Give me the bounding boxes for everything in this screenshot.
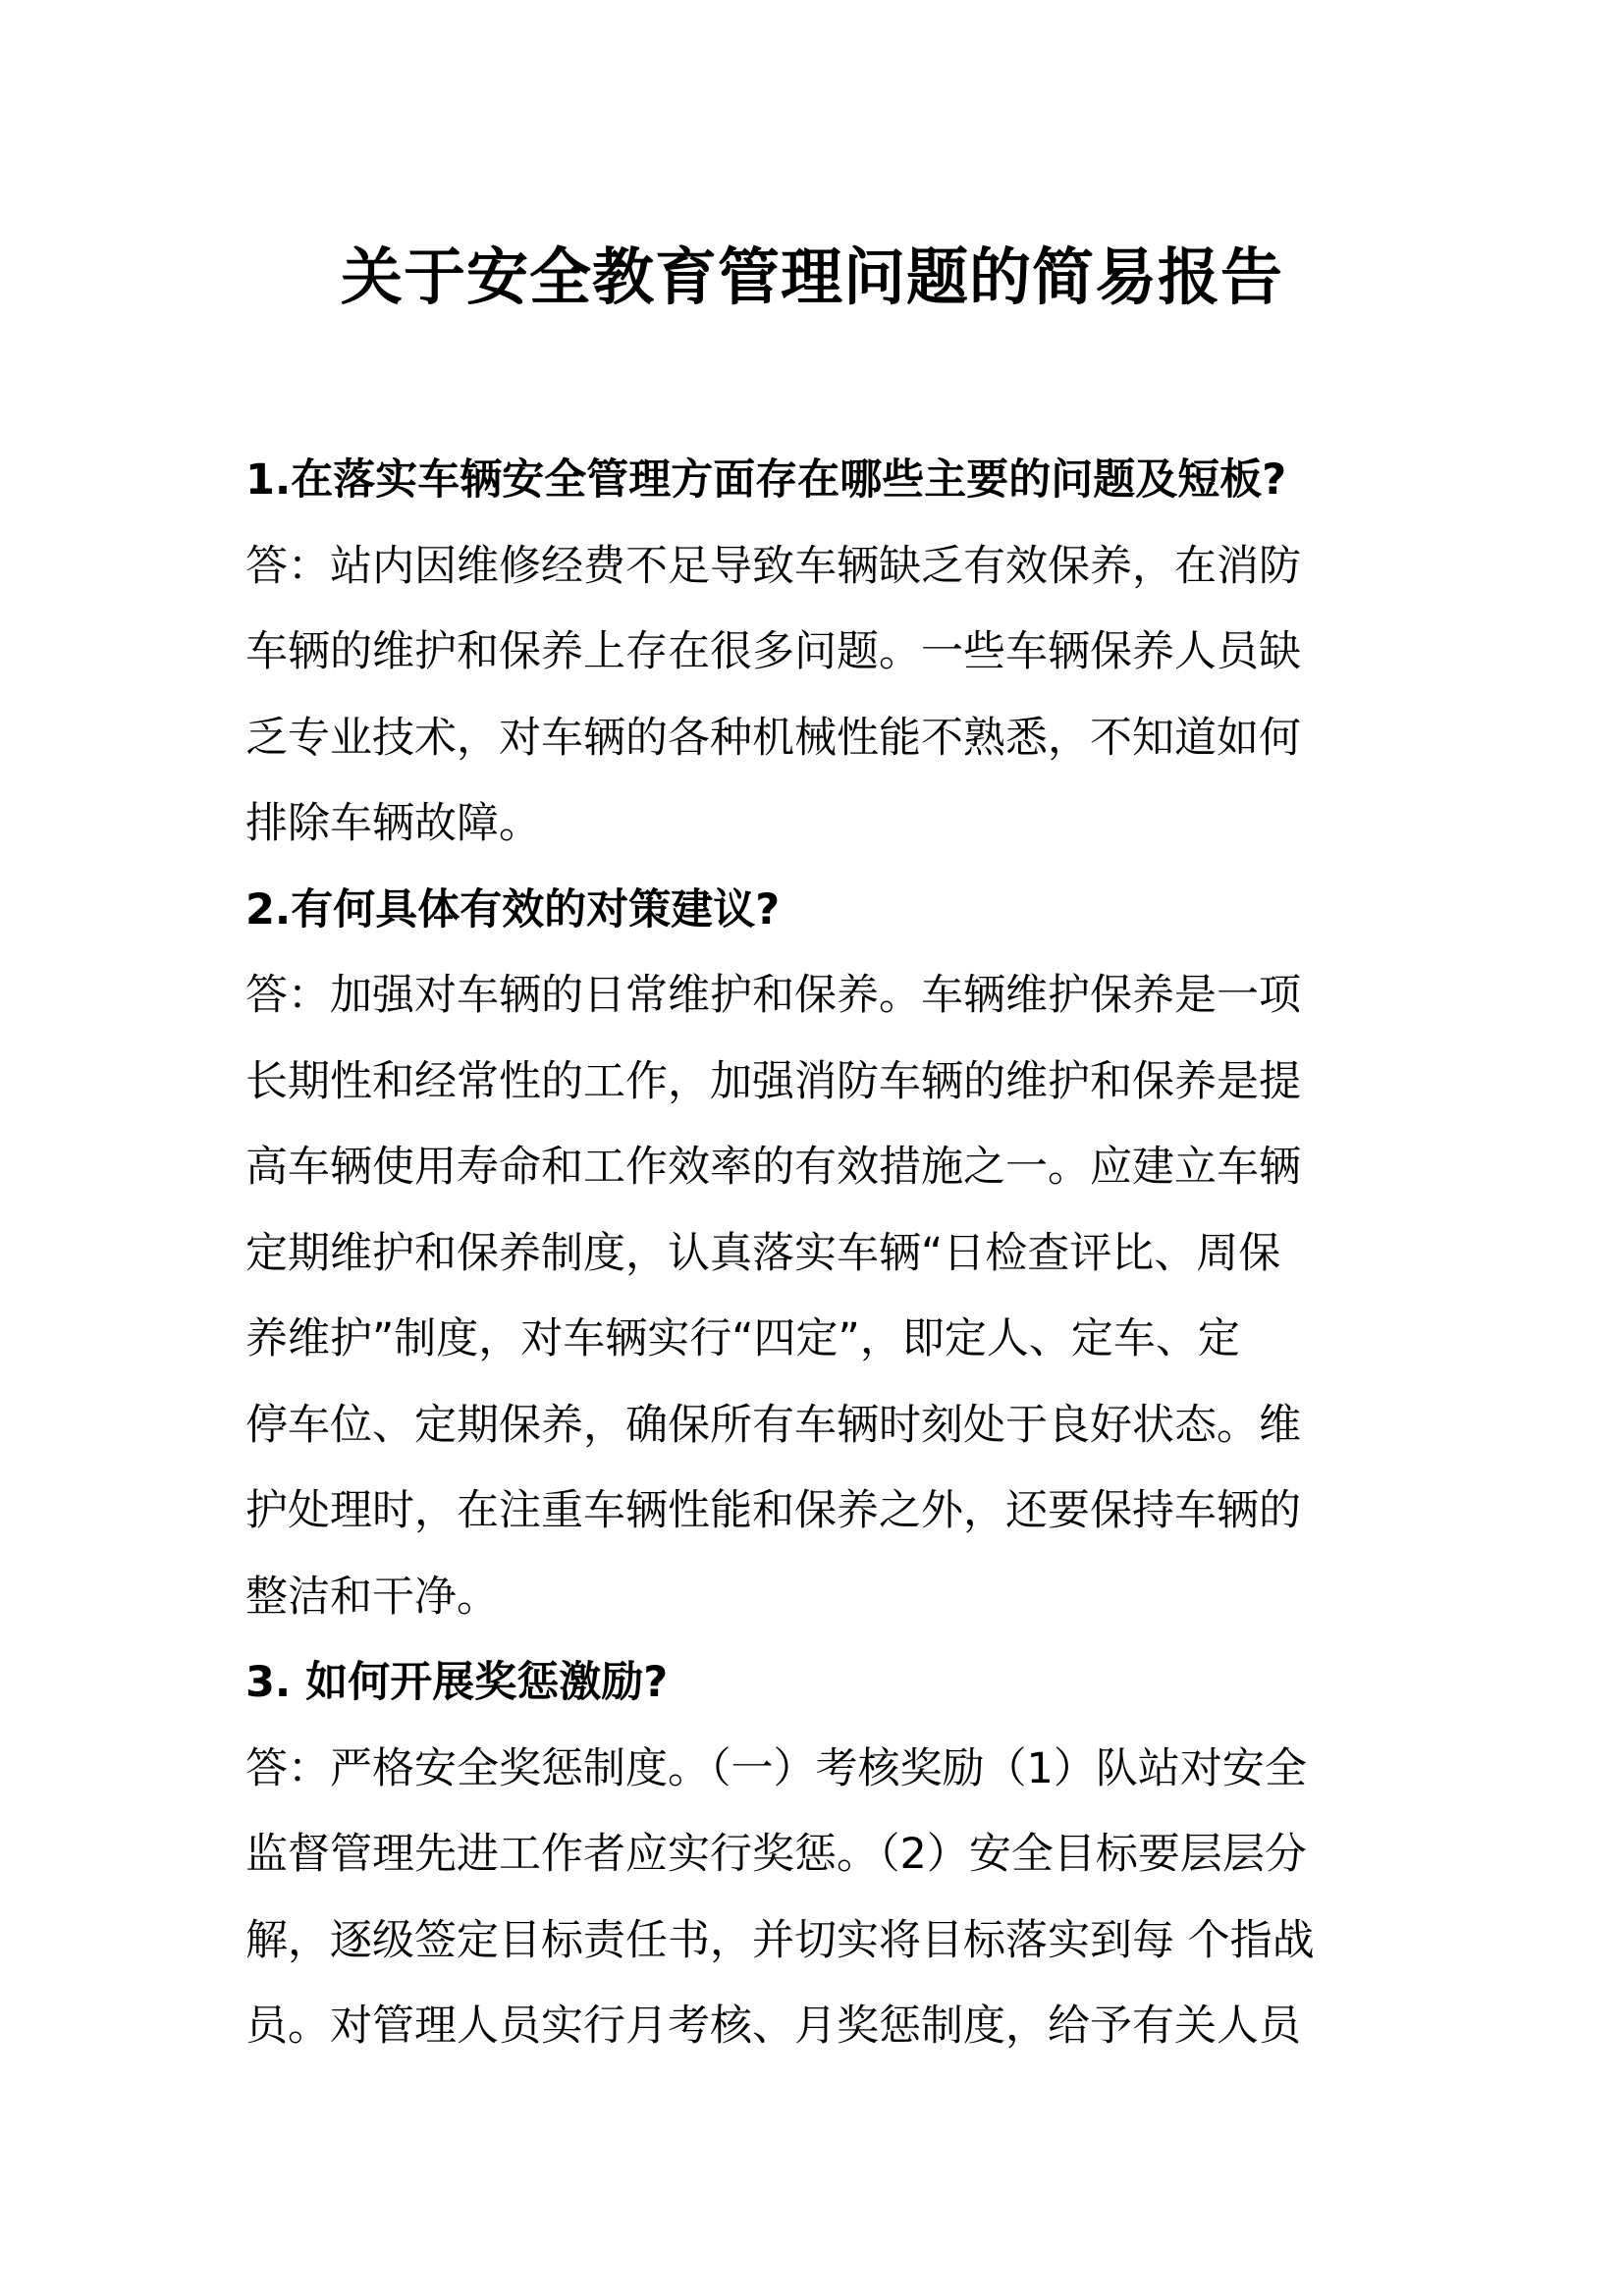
question-heading: 3. 如何开展奖惩激励? bbox=[245, 1658, 669, 1707]
answer-line: 停车位、定期保养，确保所有车辆时刻处于良好状态。维 bbox=[245, 1400, 1301, 1450]
answer-line: 解，逐级签定目标责任书，并切实将目标落实到每 个指战 bbox=[245, 1915, 1315, 1965]
answer-line: 乏专业技术，对车辆的各种机械性能不熟悉，不知道如何 bbox=[245, 713, 1301, 763]
document-body bbox=[245, 438, 1394, 2070]
question-heading: 1.在落实车辆安全管理方面存在哪些主要的问题及短板? bbox=[245, 455, 1287, 505]
question-heading: 2.有何具体有效的对策建议? bbox=[245, 884, 781, 934]
answer-line: 监督管理先进工作者应实行奖惩。（2）安全目标要层层分 bbox=[245, 1830, 1307, 1879]
answer-line: 养维护”制度，对车辆实行“四定”，即定人、定车、定 bbox=[245, 1314, 1240, 1363]
document-title: 关于安全教育管理问题的简易报告 bbox=[341, 241, 1283, 313]
answer-line: 整洁和干净。 bbox=[245, 1572, 499, 1622]
answer-line: 答：加强对车辆的日常维护和保养。车辆维护保养是一项 bbox=[245, 971, 1301, 1020]
answer-line: 长期性和经常性的工作，加强消防车辆的维护和保养是提 bbox=[245, 1056, 1301, 1106]
answer-line: 答：严格安全奖惩制度。（一）考核奖励（1）队站对安全 bbox=[245, 1743, 1307, 1793]
answer-line: 车辆的维护和保养上存在很多问题。一些车辆保养人员缺 bbox=[245, 627, 1301, 676]
answer-line: 排除车辆故障。 bbox=[245, 799, 541, 848]
answer-line: 员。对管理人员实行月考核、月奖惩制度，给予有关人员 bbox=[245, 2002, 1301, 2051]
answer-line: 高车辆使用寿命和工作效率的有效措施之一。应建立车辆 bbox=[245, 1143, 1301, 1192]
answer-line: 定期维护和保养制度，认真落实车辆“日检查评比、周保 bbox=[245, 1228, 1281, 1278]
answer-line: 护处理时，在注重车辆性能和保养之外，还要保持车辆的 bbox=[245, 1486, 1301, 1535]
answer-line: 答：站内因维修经费不足导致车辆缺乏有效保养，在消防 bbox=[245, 541, 1301, 591]
